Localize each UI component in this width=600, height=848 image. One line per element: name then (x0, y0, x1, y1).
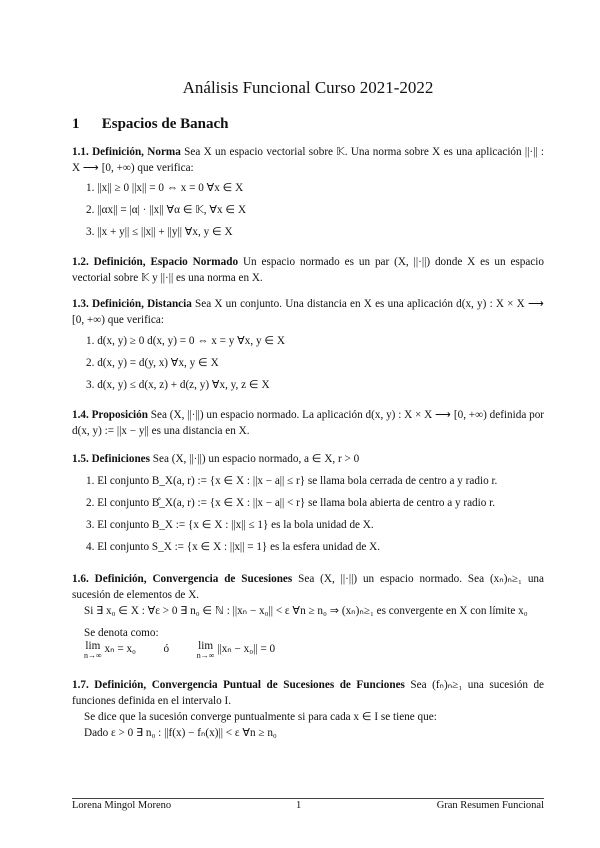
def-body: Un espacio normado es un par (X, ||·||) donde X es un espacio vectorial sobre 𝕂 y ||·|| es una norma en X. (72, 256, 545, 284)
def-heading: 1.5. Definiciones (72, 453, 150, 465)
list-item: 2. d(x, y) = d(y, x) ∀x, y ∈ X (86, 357, 219, 369)
list-item: 3. El conjunto B_X := {x ∈ X : ||x|| ≤ 1} es la bola unidad de X. (86, 519, 374, 531)
def-body: Sea (X, ||·||) un espacio normado. Sea (xₙ)ₙ≥₁ una sucesión de elementos de X. (72, 573, 544, 601)
bolas-list (86, 473, 544, 561)
distancia-list (86, 333, 285, 399)
document-title: Análisis Funcional Curso 2021-2022 (182, 78, 434, 97)
list-item: 2. El conjunto B̊_X(a, r) := {x ∈ X : ||x − a|| < r} se llama bola abierta de centro a y radio r. (86, 497, 496, 509)
limit-formula (72, 641, 544, 665)
def-body: Sea X un espacio vectorial sobre 𝕂. Una norma sobre X es una aplicación ||·|| : X ⟶ [0, +∞) que verifica: (72, 146, 545, 174)
definition-distancia (72, 296, 544, 328)
section-heading (72, 116, 228, 133)
footer-rule (72, 798, 544, 799)
list-item: 1. El conjunto B_X(a, r) := {x ∈ X : ||x − a|| ≤ r} se llama bola cerrada de centro a y radio r. (86, 475, 498, 487)
def-paragraph: Se denota como: (84, 627, 159, 639)
limit-operator (84, 641, 102, 661)
def-heading: 1.2. Definición, Espacio Normado (72, 256, 239, 268)
list-item: 1. d(x, y) ≥ 0 d(x, y) = 0 ⇔ x = y ∀x, y ∈ X (86, 335, 285, 347)
footer-document-name: Gran Resumen Funcional (436, 800, 544, 811)
definitions-bolas (72, 451, 544, 467)
definition-norma (72, 144, 544, 176)
list-item: 3. d(x, y) ≤ d(x, z) + d(z, y) ∀x, y, z ∈ X (86, 379, 270, 391)
def-body: Sea (X, ||·||) un espacio normado, a ∈ X, r > 0 (152, 453, 360, 465)
section-number: 1 (72, 116, 80, 132)
section-title: Espacios de Banach (101, 116, 229, 132)
definition-espacio-normado (72, 254, 544, 286)
list-item: 1. ||x|| ≥ 0 ||x|| = 0 ⇔ x = 0 ∀x ∈ X (86, 182, 244, 194)
def-heading: 1.3. Definición, Distancia (72, 298, 192, 310)
def-heading: 1.6. Definición, Convergencia de Sucesiones (72, 573, 293, 585)
limit-subscript: n→∞ (196, 651, 215, 660)
definition-convergencia-puntual (72, 677, 544, 741)
def-paragraph: Se dice que la sucesión converge puntualmente si para cada x ∈ I se tiene que: (84, 711, 437, 723)
or-word: ó (163, 643, 170, 655)
def-heading: 1.7. Definición, Convergencia Puntual de Sucesiones de Funciones (72, 679, 405, 691)
def-body: Sea (X, ||·||) un espacio normado. La aplicación d(x, y) : X × X ⟶ [0, +∞) definida por d(x, y) := ||x − y|| es una distancia en X. (72, 409, 545, 437)
def-paragraph: Dado ε > 0 ∃ n₀ : ||f(x) − fₙ(x)|| < ε ∀n ≥ n₀ (84, 727, 277, 739)
limit-expr: ||xₙ − x₀|| = 0 (217, 643, 276, 655)
limit-subscript: n→∞ (84, 651, 102, 660)
def-body: Sea X un conjunto. Una distancia en X es una aplicación d(x, y) : X × X ⟶ [0, +∞) que verifica: (72, 298, 544, 326)
limit-word: lim (85, 640, 101, 652)
def-heading: 1.4. Proposición (72, 409, 148, 421)
list-item: 2. ||αx|| = |α| · ||x|| ∀α ∈ 𝕂, ∀x ∈ X (86, 204, 247, 216)
norma-list (86, 180, 246, 246)
def-body: Sea (fₙ)ₙ≥₁ una sucesión de funciones definida en el intervalo I. (72, 679, 544, 707)
list-item: 3. ||x + y|| ≤ ||x|| + ||y|| ∀x, y ∈ X (86, 226, 233, 238)
footer-author: Lorena Mingol Moreno (72, 800, 172, 811)
def-heading: 1.1. Definición, Norma (72, 146, 181, 158)
limit-expr: xₙ = x₀ (104, 643, 136, 655)
list-item: 4. El conjunto S_X := {x ∈ X : ||x|| = 1} es la esfera unidad de X. (86, 541, 381, 553)
proposition (72, 407, 544, 439)
limit-operator (197, 641, 215, 661)
footer-page-number: 1 (296, 800, 302, 811)
definition-convergencia (72, 571, 544, 665)
def-paragraph: Si ∃ x₀ ∈ X : ∀ε > 0 ∃ n₀ ∈ ℕ : ||xₙ − x₀|| < ε ∀n ≥ n₀ ⇒ (xₙ)ₙ≥₁ es convergente en X con límite x₀ (84, 605, 528, 617)
limit-word: lim (198, 640, 214, 652)
